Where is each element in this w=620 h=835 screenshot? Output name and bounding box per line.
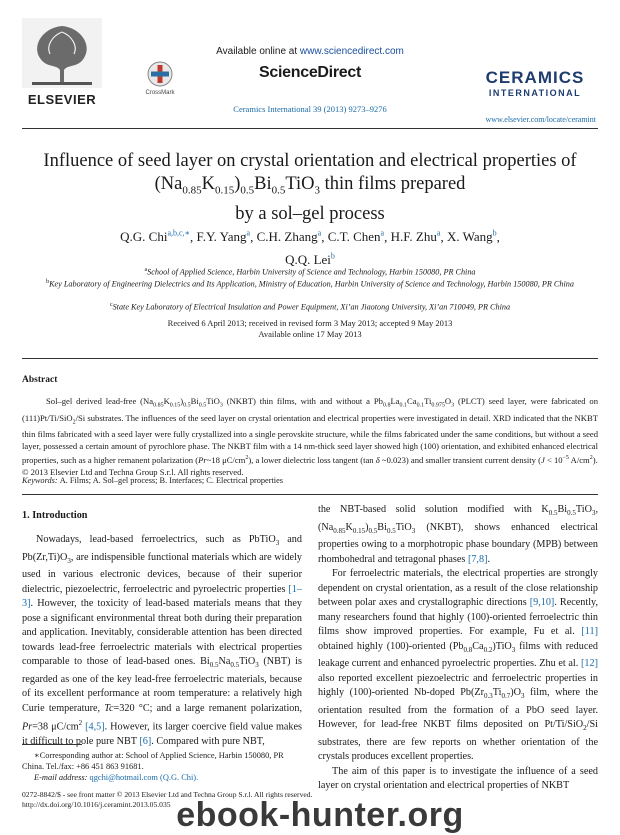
author-list: Q.G. Chi$^{a,b,c,∗}$, F.Y. Yang$^a$, C.H. Zhang$^a$, C.T. Chen$^a$, H.F. Zhu$^a$, X. Wang$^b$, Q.Q. Lei$^b$: [120, 229, 500, 267]
abstract-top-divider: [22, 358, 598, 359]
journal-brand-subtitle: INTERNATIONAL: [488, 88, 582, 98]
citation-link[interactable]: [9,10]: [529, 597, 555, 609]
abstract-heading: Abstract: [22, 375, 58, 385]
received-dates: Received 6 April 2013; received in revised form 3 May 2013; accepted 9 May 2013: [167, 318, 453, 328]
availability-line: [0, 46, 620, 57]
title-line-3: by a sol–gel process: [235, 203, 385, 224]
citation-link[interactable]: [4,5]: [85, 721, 105, 733]
footnote: [22, 750, 302, 783]
abstract-text: Sol–gel derived lead-free $(Na_{0.85}K_{0.15})_{0.5}Bi_{0.5}TiO_3$ (NKBT) thin films, with and without a $Pb_{0.8}La_{0.1}Ca_{0.1}Ti_{0.975}O_3$ (PLCT) seed layer, were fabricated on (111)Pt/Ti/SiO$_2$/Si substrates. The influences of the seed layer on crystal orientation and electrical properties were investigated in detail. XRD indicated that the NKBT thin films fabricated with a seed layer were fully crystallized into a single perovskite structure, while the films fabricated under the same conditions, but without a seed layer, possessed a certain amount of pyrochlore phase. The NKBT film with a 14 nm-thick seed layer showed high (100) orientation, and exhibited enhanced electrical properties, such as a higher remanent polarization (Pr~18 $\mu C/cm^2$), a lower dielectric loss tangent (tan δ ~0.023) and smaller transient current density ($J < 10^{-5}$ $A/cm^2$). © 2013 Elsevier Ltd and Techna Group S.r.l. All rights reserved.: [22, 396, 598, 478]
author[interactable]: C.T. Chen$^a$: [327, 229, 385, 245]
body-column-left: Nowadays, lead-based ferroelectrics, such as PbTiO$_3$ and $Pb(Zr,Ti)O_3$, are indispensible functional materials which are widely used in various electronic devices, because of their superior dielectric, piezoelectric, ferroelectric and pyroelectric properties [1–3]. However, the toxicity of lead-based materials means that they pose a significant environmental threat both during their preparation and application. Inevitably, considerable attention has been directed towards lead-free ferroelectric materials with electrical properties comparable to those of lead-based ones. $Bi_{0.5}Na_{0.5}TiO_3$ (NBT) is regarded as one of the key lead-free ferroelectric materials, because of its excellent performance at room temperature: a relatively high Curie temperature, Tc=320 °C; and a large remanent polarization, Pr=38 $\mu C/cm^2$ [4,5]. However, its larger coercive field value makes it difficult to pole pure NBT [6]. Compared with pure NBT,: [22, 534, 303, 747]
author[interactable]: Q.G. Chi$^{a,b,c,∗}$: [120, 229, 190, 245]
article-title: [30, 150, 590, 226]
author[interactable]: F.Y. Yang$^a$: [196, 229, 251, 245]
email-link[interactable]: qgchi@hotmail.com (Q.G. Chi).: [89, 773, 199, 782]
author[interactable]: Q.Q. Lei$^b$: [285, 251, 335, 267]
abstract-bottom-divider: [22, 494, 598, 495]
abstract-copyright: © 2013 Elsevier Ltd and Techna Group S.r.l. All rights reserved.: [22, 467, 244, 478]
body-column-right: the NBT-based solid solution modified with $K_{0.5}Bi_{0.5}TiO_3$, $(Na_{0.85}K_{0.15})_{0.5}Bi_{0.5}TiO_3$ (NKBT), shows enhanced electrical properties owing to a morphotropic phase boundary (MPB) between rhombohedral and tetragonal phases [7,8]. For ferroelectric materials, the electrical properties are strongly dependent on crystal orientation, as a result of the close relationship between polar axes and crystallographic directions [9,10]. Recently, many researchers found that highly (100)-oriented ferroelectric thin films show improved properties. For example, Fu et al. [11] obtained highly (100)-oriented $(Pb_{0.8}Ca_{0.2})TiO_3$ films with reduced leakage current and enhanced pyroelectric properties. Zhu et al. [12] also reported excellent piezoelectric and ferroelectric properties in highly (100)-oriented Nb-doped $Pb(Zr_{0.3}Ti_{0.7})O_3$ film, where the orientation resulted from the formation of a PbO seed layer. However, for lead-free NKBT films deposited on Pt/Ti/SiO$_2$/Si substrates, there are few reports on whether orientation of the crystals produces excellent properties. The aim of this paper is to investigate the influence of a seed layer on crystal orientation and electrical properties of NKBT: [318, 504, 599, 792]
journal-brand-title: CERAMICS: [485, 68, 585, 87]
journal-brand: [470, 68, 600, 98]
doi-link[interactable]: http://dx.doi.org/10.1016/j.ceramint.2013.05.035: [22, 800, 171, 809]
section-heading-introduction: 1. Introduction: [22, 510, 88, 521]
keywords-list: A. Films; A. Sol–gel process; B. Interfaces; C. Electrical properties: [59, 476, 284, 485]
publisher-name: ELSEVIER: [27, 92, 97, 107]
citation-link[interactable]: [1–3]: [22, 583, 302, 610]
title-line-1: Influence of seed layer on crystal orientation and electrical properties of: [43, 151, 577, 171]
keywords-label: Keywords:: [22, 476, 58, 485]
keywords: [22, 476, 283, 485]
crossmark-label: CrossMark: [145, 90, 175, 96]
affiliation-c: $^c$State Key Laboratory of Electrical Insulation and Power Equipment, Xi’an Jiaotong University, Xi’an 710049, PR China: [109, 302, 511, 312]
header-divider: [22, 128, 598, 129]
author[interactable]: X. Wang$^b$: [446, 229, 497, 245]
watermark: ebook-hunter.org: [176, 796, 464, 834]
journal-homepage-link[interactable]: www.elsevier.com/locate/ceramint: [485, 115, 596, 124]
footnote-divider: [22, 744, 82, 745]
corresponding-author-note: ∗Corresponding author at: School of Applied Science, Harbin 150080, PR China. Tel./fax: +86 451 863 91681.: [22, 751, 284, 771]
available-prefix: Available online at: [216, 46, 298, 57]
citation-link[interactable]: [11]: [581, 626, 598, 638]
email-line: E-mail address: qgchi@hotmail.com (Q.G. Chi).: [34, 773, 199, 782]
affiliation-a: $^a$School of Applied Science, Harbin University of Science and Technology, Harbin 150080, PR China: [144, 267, 476, 277]
copyright-line: 0272-8842/$ - see front matter © 2013 Elsevier Ltd and Techna Group S.r.l. All rights reserved.: [22, 790, 313, 799]
title-line-2: $(Na_{0.85}K_{0.15})_{0.5}Bi_{0.5}TiO_3$ thin films prepared: [154, 174, 466, 197]
citation-link[interactable]: [12]: [581, 658, 598, 670]
author[interactable]: C.H. Zhang$^a$: [256, 229, 322, 245]
citation-link[interactable]: [7,8]: [467, 553, 488, 565]
online-date: Available online 17 May 2013: [258, 329, 362, 339]
platform-name: ScienceDirect: [259, 64, 361, 81]
author[interactable]: H.F. Zhu$^a$: [390, 229, 441, 245]
citation-link[interactable]: [6]: [139, 735, 152, 747]
affiliation-b: $^b$Key Laboratory of Engineering Dielectrics and Its Application, Ministry of Education, Harbin University of Science and Technology, Harbin 150080, PR China: [46, 279, 574, 289]
sciencedirect-link[interactable]: www.sciencedirect.com: [299, 46, 404, 57]
journal-reference[interactable]: Ceramics International 39 (2013) 9273–9276: [233, 104, 387, 114]
